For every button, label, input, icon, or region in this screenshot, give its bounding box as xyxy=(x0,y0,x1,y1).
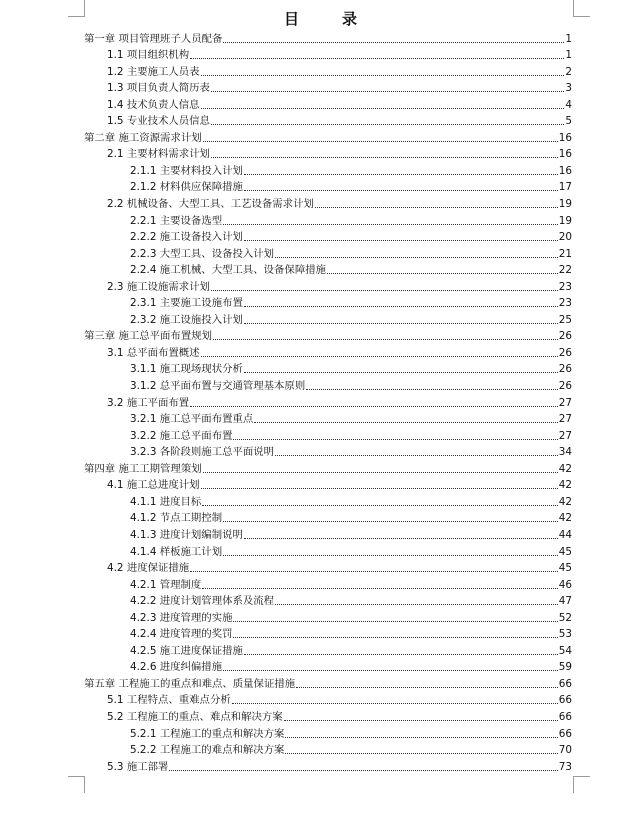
toc-entry-page-number: 42 xyxy=(558,479,572,492)
toc-entry-page-number: 4 xyxy=(565,98,572,111)
dot-leader xyxy=(244,538,558,539)
toc-entry-page-number: 70 xyxy=(558,744,572,757)
toc-entry[interactable] xyxy=(84,575,572,592)
toc-entry-label: 3.2.2 施工总平面布置 xyxy=(130,429,233,442)
toc-entry[interactable] xyxy=(84,112,572,129)
toc-entry-label: 5.3 施工部署 xyxy=(107,760,169,773)
toc-entry-page-number: 46 xyxy=(558,578,572,591)
toc-entry-page-number: 19 xyxy=(558,214,572,227)
crop-mark-bottom-left xyxy=(68,776,85,793)
toc-entry[interactable] xyxy=(84,525,572,542)
toc-entry-label: 4.1.3 进度计划编制说明 xyxy=(130,528,243,541)
toc-entry-label: 第一章 项目管理班子人员配备 xyxy=(84,32,223,45)
dot-leader xyxy=(244,372,558,373)
toc-entry-label: 5.1 工程特点、重难点分析 xyxy=(107,694,231,707)
toc-entry-page-number: 21 xyxy=(558,247,572,260)
toc-entry[interactable] xyxy=(84,542,572,559)
toc-entry-label: 2.3.1 主要施工设施布置 xyxy=(130,297,243,310)
crop-mark-bottom-right xyxy=(573,776,590,793)
toc-entry-page-number: 17 xyxy=(558,181,572,194)
dot-leader xyxy=(244,174,558,175)
dot-leader xyxy=(285,753,557,754)
dot-leader xyxy=(223,521,558,522)
toc-entry[interactable] xyxy=(84,757,572,774)
toc-entry-label: 第四章 施工工期管理策划 xyxy=(84,462,202,475)
dot-leader xyxy=(244,323,558,324)
toc-entry[interactable] xyxy=(84,559,572,576)
toc-entry-label: 3.1 总平面布置概述 xyxy=(107,346,200,359)
dot-leader xyxy=(190,58,564,59)
toc-entry-page-number: 26 xyxy=(558,330,572,343)
toc-entry[interactable] xyxy=(84,492,572,509)
toc-entry[interactable] xyxy=(84,343,572,360)
toc-entry-label: 4.1 施工总进度计划 xyxy=(107,479,200,492)
toc-entry-page-number: 26 xyxy=(558,363,572,376)
toc-entry-page-number: 73 xyxy=(558,760,572,773)
toc-entry[interactable] xyxy=(84,145,572,162)
toc-entry-page-number: 5 xyxy=(565,115,572,128)
dot-leader xyxy=(327,273,558,274)
toc-entry-page-number: 26 xyxy=(558,380,572,393)
toc-entry[interactable] xyxy=(84,658,572,675)
toc-entry-label: 4.2.6 进度纠偏措施 xyxy=(130,661,223,674)
toc-entry[interactable] xyxy=(84,674,572,691)
dot-leader xyxy=(285,737,557,738)
toc-entry-page-number: 27 xyxy=(558,429,572,442)
toc-entry-label: 2.3.2 施工设施投入计划 xyxy=(130,313,243,326)
toc-entry[interactable] xyxy=(84,29,572,46)
toc-entry-page-number: 45 xyxy=(558,545,572,558)
toc-entry[interactable] xyxy=(84,426,572,443)
toc-entry[interactable] xyxy=(84,128,572,145)
toc-entry[interactable] xyxy=(84,509,572,526)
toc-entry-label: 4.2.1 管理制度 xyxy=(130,578,202,591)
toc-entry-label: 4.1.4 样板施工计划 xyxy=(130,545,223,558)
toc-entry-page-number: 47 xyxy=(558,595,572,608)
toc-entry-label: 1.3 项目负责人简历表 xyxy=(107,82,210,95)
toc-entry-page-number: 1 xyxy=(565,49,572,62)
toc-entry[interactable] xyxy=(84,625,572,642)
toc-entry-page-number: 22 xyxy=(558,264,572,277)
dot-leader xyxy=(223,555,558,556)
toc-entry-page-number: 42 xyxy=(558,462,572,475)
toc-entry[interactable] xyxy=(84,211,572,228)
toc-entry-page-number: 16 xyxy=(558,131,572,144)
dot-leader xyxy=(190,571,558,572)
toc-entry-label: 2.2 机械设备、大型工具、工艺设备需求计划 xyxy=(107,198,314,211)
toc-entry[interactable] xyxy=(84,376,572,393)
toc-entry-page-number: 25 xyxy=(558,313,572,326)
toc-entry-label: 3.1.2 总平面布置与交通管理基本原则 xyxy=(130,380,306,393)
dot-leader xyxy=(213,339,558,340)
toc-entry[interactable] xyxy=(84,327,572,344)
toc-entry[interactable] xyxy=(84,443,572,460)
toc-entry-label: 5.2 工程施工的重点、难点和解决方案 xyxy=(107,710,283,723)
dot-leader xyxy=(284,720,558,721)
toc-entry-page-number: 34 xyxy=(558,446,572,459)
table-of-contents xyxy=(84,29,572,774)
toc-entry-page-number: 23 xyxy=(558,297,572,310)
toc-entry-page-number: 53 xyxy=(558,628,572,641)
dot-leader xyxy=(244,306,558,307)
toc-entry-label: 第五章 工程施工的重点和难点、质量保证措施 xyxy=(84,677,296,690)
toc-entry-page-number: 27 xyxy=(558,396,572,409)
toc-entry[interactable] xyxy=(84,360,572,377)
toc-entry-label: 3.2 施工平面布置 xyxy=(107,396,190,409)
toc-entry-page-number: 42 xyxy=(558,512,572,525)
toc-entry-label: 2.1 主要材料需求计划 xyxy=(107,148,210,161)
toc-entry-page-number: 66 xyxy=(558,677,572,690)
dot-leader xyxy=(306,389,558,390)
dot-leader xyxy=(233,637,557,638)
toc-entry-page-number: 27 xyxy=(558,413,572,426)
dot-leader xyxy=(315,207,558,208)
toc-entry-label: 5.2.1 工程施工的重点和解决方案 xyxy=(130,727,285,740)
dot-leader xyxy=(275,604,558,605)
toc-entry[interactable] xyxy=(84,161,572,178)
toc-entry[interactable] xyxy=(84,95,572,112)
toc-entry-page-number: 52 xyxy=(558,611,572,624)
dot-leader xyxy=(211,124,564,125)
dot-leader xyxy=(201,488,558,489)
toc-entry[interactable] xyxy=(84,393,572,410)
toc-entry-label: 2.2.1 主要设备选型 xyxy=(130,214,223,227)
dot-leader xyxy=(202,505,557,506)
toc-entry-page-number: 66 xyxy=(558,727,572,740)
dot-leader xyxy=(244,654,558,655)
toc-entry-label: 1.5 专业技术人员信息 xyxy=(107,115,210,128)
dot-leader xyxy=(169,770,557,771)
toc-entry-page-number: 66 xyxy=(558,710,572,723)
toc-entry-label: 3.2.1 施工总平面布置重点 xyxy=(130,413,254,426)
toc-entry[interactable] xyxy=(84,244,572,261)
dot-leader xyxy=(223,224,558,225)
toc-entry-label: 1.1 项目组织机构 xyxy=(107,49,190,62)
toc-entry-label: 4.1.2 节点工期控制 xyxy=(130,512,223,525)
toc-entry-label: 3.2.3 各阶段则施工总平面说明 xyxy=(130,446,275,459)
toc-entry[interactable] xyxy=(84,691,572,708)
toc-entry-page-number: 3 xyxy=(565,82,572,95)
toc-entry-page-number: 54 xyxy=(558,644,572,657)
dot-leader xyxy=(211,157,558,158)
toc-entry-page-number: 59 xyxy=(558,661,572,674)
dot-leader xyxy=(201,356,558,357)
toc-entry-label: 2.1.2 材料供应保障措施 xyxy=(130,181,243,194)
toc-entry[interactable] xyxy=(84,707,572,724)
dot-leader xyxy=(254,422,558,423)
toc-entry-label: 1.4 技术负责人信息 xyxy=(107,98,200,111)
toc-entry-label: 第三章 施工总平面布置规划 xyxy=(84,330,212,343)
toc-entry[interactable] xyxy=(84,724,572,741)
toc-entry-page-number: 2 xyxy=(565,65,572,78)
toc-entry[interactable] xyxy=(84,62,572,79)
toc-entry-page-number: 42 xyxy=(558,495,572,508)
toc-entry[interactable] xyxy=(84,410,572,427)
dot-leader xyxy=(233,439,557,440)
toc-entry[interactable] xyxy=(84,228,572,245)
dot-leader xyxy=(202,588,557,589)
dot-leader xyxy=(296,687,558,688)
dot-leader xyxy=(275,455,558,456)
toc-entry-page-number: 66 xyxy=(558,694,572,707)
toc-entry-label: 2.2.3 大型工具、设备投入计划 xyxy=(130,247,275,260)
toc-entry[interactable] xyxy=(84,79,572,96)
dot-leader xyxy=(211,290,558,291)
dot-leader xyxy=(244,240,558,241)
toc-entry-label: 5.2.2 工程施工的难点和解决方案 xyxy=(130,744,285,757)
toc-entry[interactable] xyxy=(84,310,572,327)
toc-entry[interactable] xyxy=(84,741,572,758)
toc-entry-page-number: 19 xyxy=(558,198,572,211)
toc-entry-label: 4.2 进度保证措施 xyxy=(107,562,190,575)
toc-entry[interactable] xyxy=(84,641,572,658)
dot-leader xyxy=(201,108,565,109)
toc-entry-label: 1.2 主要施工人员表 xyxy=(107,65,200,78)
toc-entry-label: 第二章 施工资源需求计划 xyxy=(84,131,202,144)
toc-entry-label: 4.2.4 进度管理的奖罚 xyxy=(130,628,233,641)
toc-entry[interactable] xyxy=(84,277,572,294)
toc-entry[interactable] xyxy=(84,476,572,493)
toc-entry[interactable] xyxy=(84,261,572,278)
toc-entry[interactable] xyxy=(84,592,572,609)
toc-entry-label: 4.2.3 进度管理的实施 xyxy=(130,611,233,624)
dot-leader xyxy=(211,91,564,92)
toc-entry[interactable] xyxy=(84,294,572,311)
toc-entry-page-number: 44 xyxy=(558,528,572,541)
toc-entry-label: 2.3 施工设施需求计划 xyxy=(107,280,210,293)
dot-leader xyxy=(223,42,564,43)
toc-entry-label: 2.1.1 主要材料投入计划 xyxy=(130,164,243,177)
toc-entry-page-number: 16 xyxy=(558,148,572,161)
dot-leader xyxy=(190,406,558,407)
toc-entry-page-number: 20 xyxy=(558,231,572,244)
toc-entry-label: 2.2.4 施工机械、大型工具、设备保障措施 xyxy=(130,264,326,277)
toc-entry[interactable] xyxy=(84,459,572,476)
toc-entry-label: 4.2.2 进度计划管理体系及流程 xyxy=(130,595,275,608)
toc-entry[interactable] xyxy=(84,194,572,211)
toc-entry-page-number: 16 xyxy=(558,164,572,177)
toc-title: 目 录 xyxy=(283,10,371,28)
dot-leader xyxy=(223,670,558,671)
toc-entry[interactable] xyxy=(84,46,572,63)
toc-entry-label: 3.1.1 施工现场现状分析 xyxy=(130,363,243,376)
dot-leader xyxy=(275,257,558,258)
dot-leader xyxy=(203,141,558,142)
toc-entry-page-number: 45 xyxy=(558,562,572,575)
dot-leader xyxy=(201,75,565,76)
toc-entry-page-number: 1 xyxy=(565,32,572,45)
dot-leader xyxy=(233,621,557,622)
toc-entry[interactable] xyxy=(84,608,572,625)
toc-entry-page-number: 26 xyxy=(558,346,572,359)
toc-entry-label: 2.2.2 施工设备投入计划 xyxy=(130,231,243,244)
toc-entry-label: 4.1.1 进度目标 xyxy=(130,495,202,508)
dot-leader xyxy=(203,472,558,473)
toc-entry-label: 4.2.5 施工进度保证措施 xyxy=(130,644,243,657)
dot-leader xyxy=(232,703,558,704)
dot-leader xyxy=(244,190,558,191)
toc-entry[interactable] xyxy=(84,178,572,195)
toc-entry-page-number: 23 xyxy=(558,280,572,293)
